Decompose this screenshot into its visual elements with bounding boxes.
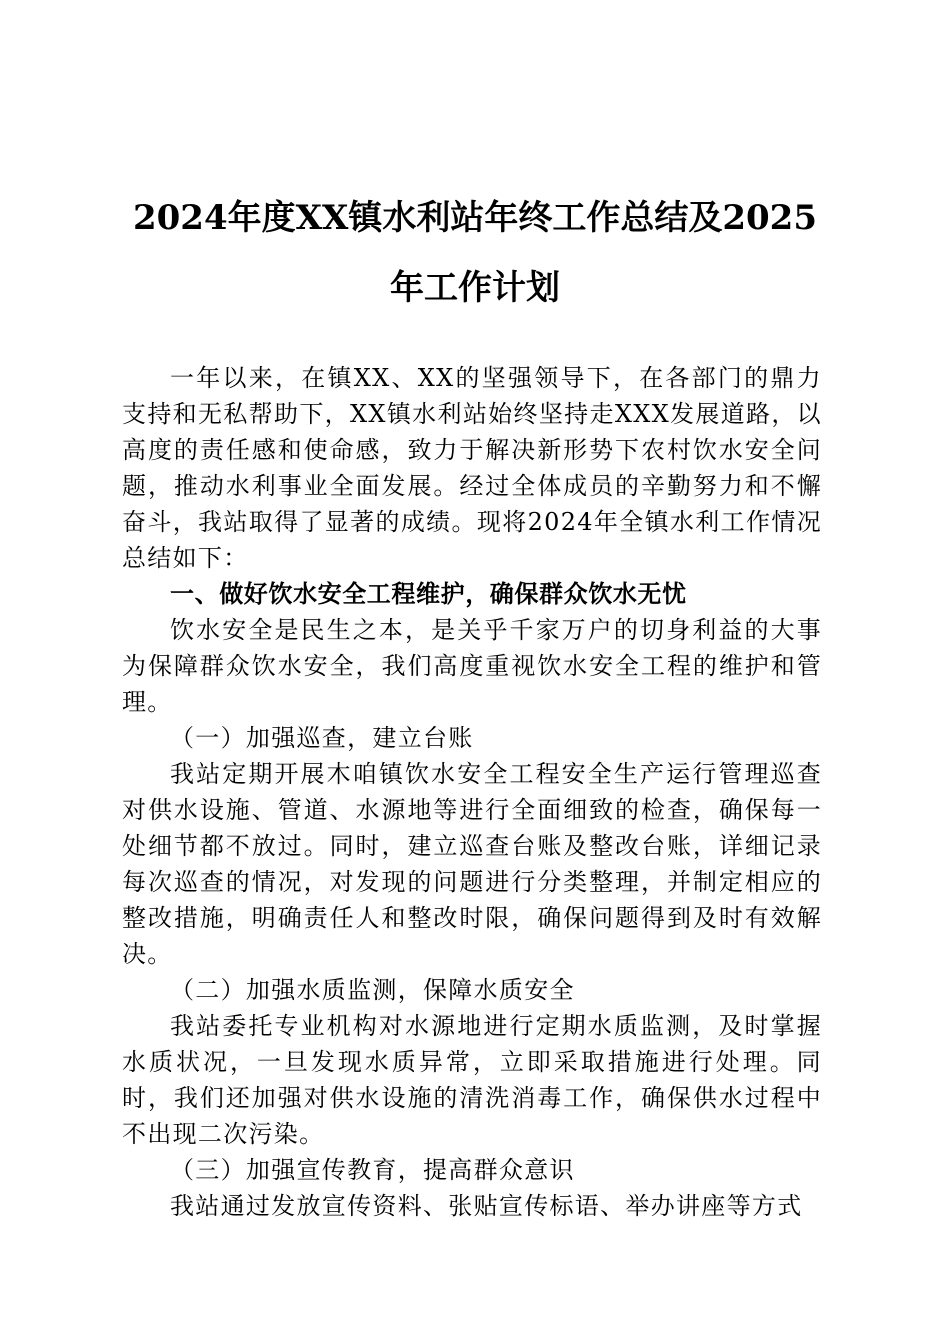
intro-paragraph: 一年以来，在镇XX、XX的坚强领导下，在各部门的鼎力支持和无私帮助下，XX镇水利站始终坚持走XXX发展道路，以高度的责任感和使命感，致力于解决新形势下农村饮水安全问题，推动水利事业全面发展。经过全体成员的辛勤努力和不懈奋斗，我站取得了显著的成绩。现将2024年全镇水利工作情况总结如下： <box>122 364 822 572</box>
section-1-heading: 一、做好饮水安全工程维护，确保群众饮水无忧 <box>170 580 687 608</box>
subsection-1-paragraph: 我站定期开展木咱镇饮水安全工程安全生产运行管理巡查对供水设施、管道、水源地等进行全面细致的检查，确保每一处细节都不放过。同时，建立巡查台账及整改台账，详细记录每次巡查的情况，对发现的问题进行分类整理，并制定相应的整改措施，明确责任人和整改时限，确保问题得到及时有效解决。 <box>122 760 822 968</box>
document-title-line-1: 2024年度XX镇水利站年终工作总结及2025 <box>132 198 818 238</box>
subsection-2-paragraph: 我站委托专业机构对水源地进行定期水质监测，及时掌握水质状况，一旦发现水质异常，立即采取措施进行处理。同时，我们还加强对供水设施的清洗消毒工作，确保供水过程中不出现二次污染。 <box>122 1012 822 1148</box>
document-body <box>122 360 822 1224</box>
subsection-1-heading: （一）加强巡查，建立台账 <box>170 724 474 752</box>
section-1-paragraph: 饮水安全是民生之本，是关乎千家万户的切身利益的大事为保障群众饮水安全，我们高度重视饮水安全工程的维护和管理。 <box>122 616 822 716</box>
subsection-3-paragraph: 我站通过发放宣传资料、张贴宣传标语、举办讲座等方式 <box>170 1192 803 1220</box>
subsection-3-heading: （三）加强宣传教育，提高群众意识 <box>170 1156 575 1184</box>
subsection-2-heading: （二）加强水质监测，保障水质安全 <box>170 976 575 1004</box>
document-title-line-2: 年工作计划 <box>390 268 560 308</box>
